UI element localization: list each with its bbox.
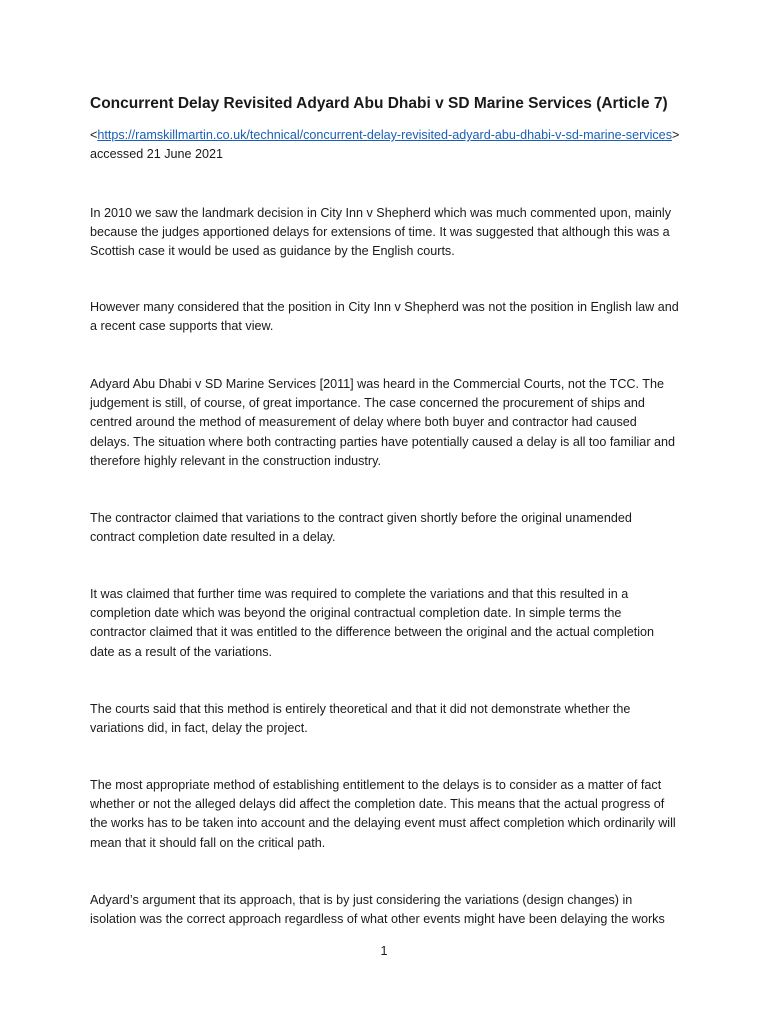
paragraph-3: Adyard Abu Dhabi v SD Marine Services [2011] was heard in the Commercial Courts, not the TCC. The judgement is still, of course, of great importance. The case concerned the procurement of ships and centred around the method of measurement of delay where both buyer and contractor had caused delays. The situation where both contracting parties have potentially caused a delay is all too familiar and therefore highly relevant in the construction industry. [90,377,676,468]
source-link[interactable]: https://ramskillmartin.co.uk/technical/concurrent-delay-revisited-adyard-abu-dhabi-v-sd-marine-services [97,128,672,142]
paragraph-8: Adyard’s argument that its approach, that is by just considering the variations (design changes) in isolation was the correct approach regardless of what other events might have been delaying the works [90,893,665,927]
page-number: 1 [380,944,388,958]
source-citation [90,126,680,164]
paragraph-7: The most appropriate method of establishing entitlement to the delays is to consider as a matter of fact whether or not the alleged delays did affect the completion date. This means that the actual progress of the works has to be taken into account and the delaying event must affect completion which ordinarily will mean that it should fall on the critical path. [90,778,676,850]
source-accessed-date: > accessed 21 June 2021 [90,128,680,161]
paragraph-4: The contractor claimed that variations to the contract given shortly before the original unamended contract completion date resulted in a delay. [90,511,632,545]
source-prefix: < [90,128,98,142]
paragraph-2: However many considered that the position in City Inn v Shepherd was not the position in English law and a recent case supports that view. [90,300,679,334]
document-title: Concurrent Delay Revisited Adyard Abu Dhabi v SD Marine Services (Article 7) [90,95,668,112]
paragraph-5: It was claimed that further time was required to complete the variations and that this resulted in a completion date which was beyond the original contractual completion date. In simple terms the contractor claimed that it was entitled to the difference between the original and the actual completion date as a result of the variations. [90,587,655,659]
paragraph-1: In 2010 we saw the landmark decision in City Inn v Shepherd which was much commented upon, mainly because the judges apportioned delays for extensions of time. It was suggested that although this was a Scottish case it would be used as guidance by the English courts. [90,206,672,259]
paragraph-6: The courts said that this method is entirely theoretical and that it did not demonstrate whether the variations did, in fact, delay the project. [90,702,631,736]
